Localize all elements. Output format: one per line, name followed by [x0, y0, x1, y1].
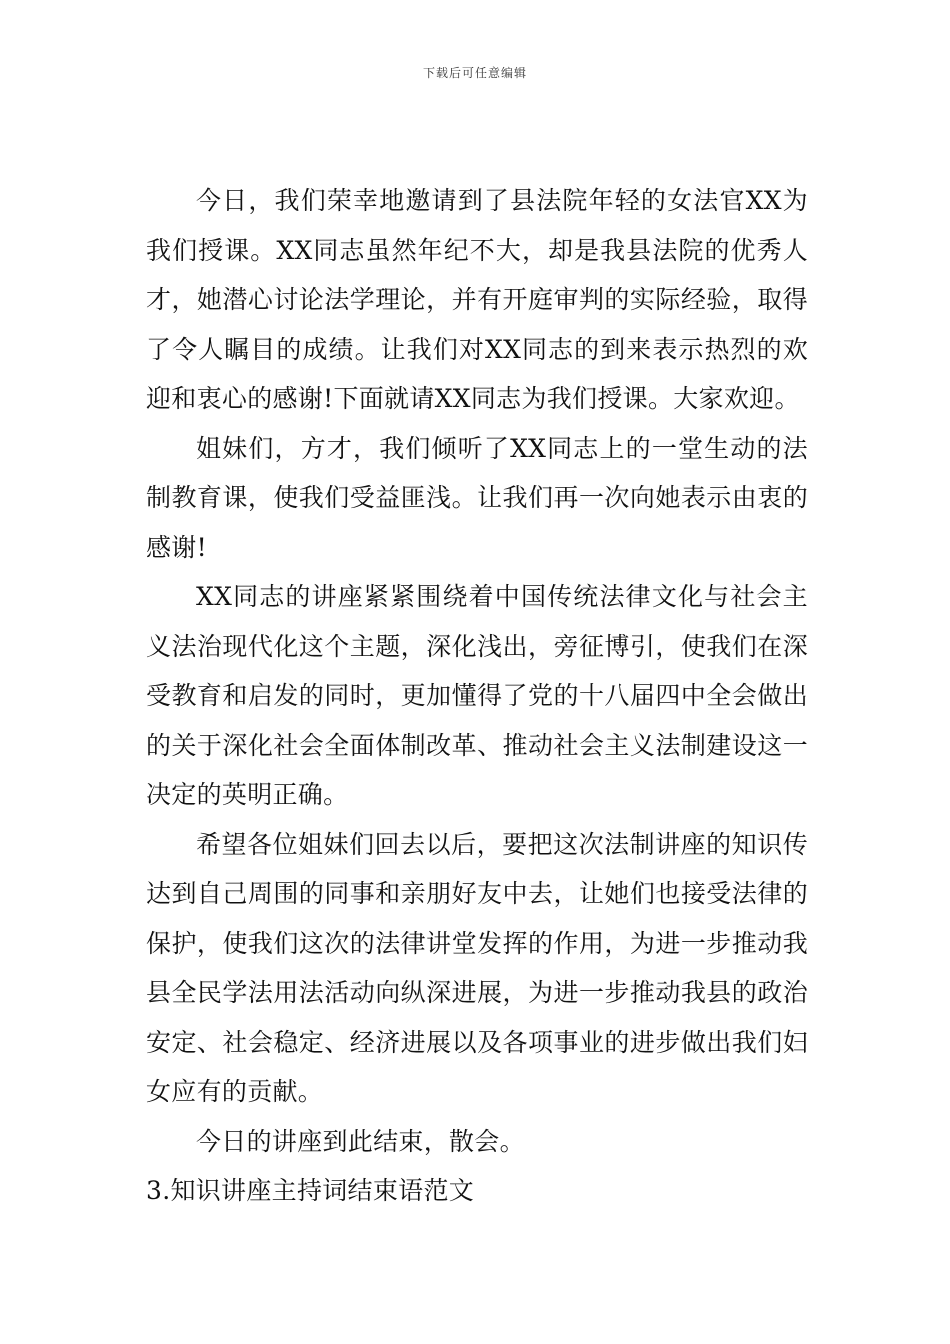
paragraph-lecture-summary: XX同志的讲座紧紧围绕着中国传统法律文化与社会主义法治现代化这个主题，深化浅出，旁征博引，使我们在深受教育和启发的同时，更加懂得了党的十八届四中全会做出的关于深化社会全面体制改革、推动社会主义法制建设这一决定的英明正确。	[146, 582, 808, 809]
section-heading: 3.知识讲座主持词结束语范文	[146, 1176, 475, 1205]
document-body	[146, 176, 808, 1216]
paragraph-invitation: 今日，我们荣幸地邀请到了县法院年轻的女法官XX为我们授课。XX同志虽然年纪不大，却是我县法院的优秀人才，她潜心讨论法学理论，并有开庭审判的实际经验，取得了令人瞩目的成绩。让我们对XX同志的到来表示热烈的欢迎和衷心的感谢!下面就请XX同志为我们授课。大家欢迎。	[146, 186, 808, 413]
paragraph-closing: 今日的讲座到此结束，散会。	[196, 1126, 525, 1156]
page-header: 下载后可任意编辑	[422, 66, 527, 80]
paragraph-hope: 希望各位姐妹们回去以后，要把这次法制讲座的知识传达到自己周围的同事和亲朋好友中去，让她们也接受法律的保护，使我们这次的法律讲堂发挥的作用，为进一步推动我县全民学法用法活动向纵深进展，为进一步推动我县的政治安定、社会稳定、经济进展以及各项事业的进步做出我们妇女应有的贡献。	[146, 829, 808, 1106]
paragraph-thanks: 姐妹们，方才，我们倾听了XX同志上的一堂生动的法制教育课，使我们受益匪浅。让我们再一次向她表示由衷的感谢!	[146, 433, 808, 562]
